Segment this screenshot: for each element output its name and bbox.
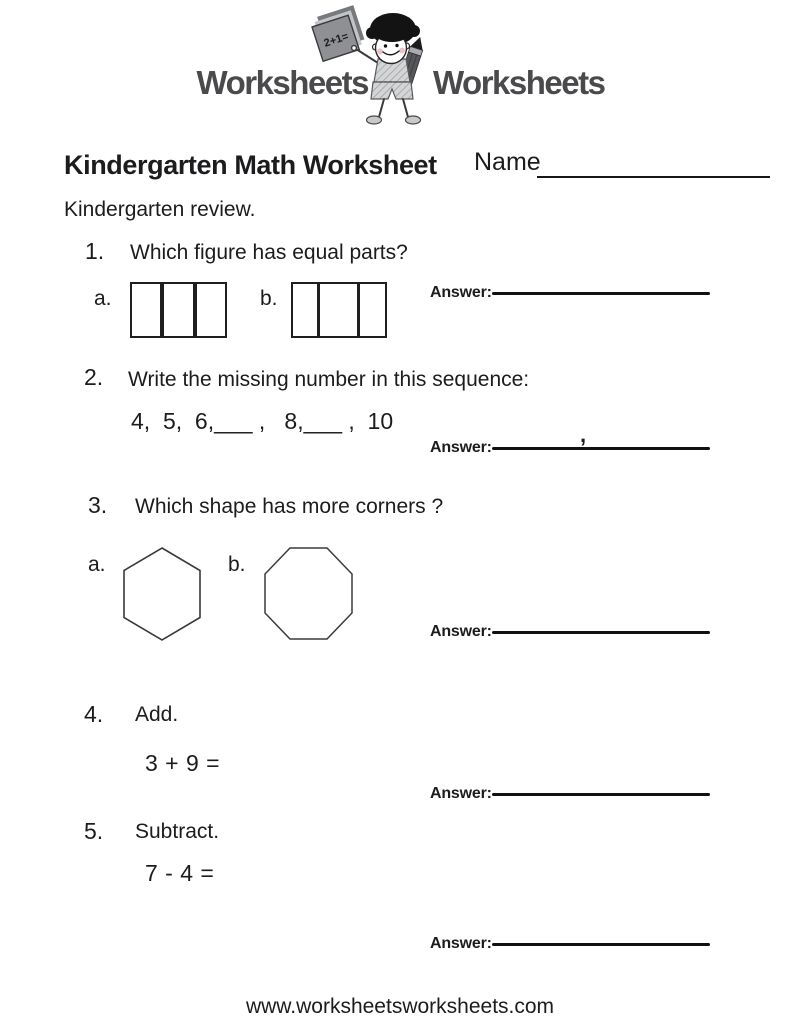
question-3-answer-line bbox=[492, 631, 710, 634]
name-label: Name bbox=[474, 148, 541, 176]
question-5-number: 5. bbox=[84, 818, 104, 844]
question-1-figure-b bbox=[291, 282, 387, 338]
question-1-text: Which figure has equal parts? bbox=[130, 241, 408, 264]
question-4-number: 4. bbox=[84, 701, 104, 727]
figure-cell bbox=[317, 284, 357, 336]
question-1-figure-a bbox=[130, 282, 227, 338]
octagon-shape bbox=[264, 547, 353, 640]
question-1-number: 1. bbox=[85, 238, 105, 264]
question-5-equation: 7 - 4 = bbox=[145, 860, 215, 886]
page-title: Kindergarten Math Worksheet bbox=[64, 150, 437, 180]
figure-cell bbox=[132, 284, 160, 336]
figure-cell bbox=[293, 284, 317, 336]
kid-mascot-graphic bbox=[310, 5, 455, 127]
figure-cell bbox=[357, 284, 385, 336]
question-3-option-b-label: b. bbox=[228, 553, 246, 576]
name-line bbox=[537, 176, 770, 178]
hexagon-shape bbox=[123, 547, 201, 641]
question-2-number: 2. bbox=[84, 364, 104, 390]
question-1-option-a-label: a. bbox=[94, 287, 112, 310]
question-4-equation: 3 + 9 = bbox=[145, 750, 221, 776]
question-1-answer-line bbox=[492, 292, 710, 295]
question-2-answer-line bbox=[492, 447, 710, 450]
subtitle: Kindergarten review. bbox=[64, 198, 256, 221]
question-4-answer-label: Answer: bbox=[430, 785, 492, 802]
question-2-answer-separator: , bbox=[580, 422, 587, 447]
logo-right-text: Worksheets bbox=[433, 64, 605, 101]
question-5-answer-label: Answer: bbox=[430, 935, 492, 952]
question-5-text: Subtract. bbox=[135, 820, 220, 843]
book-text: 2+1= bbox=[322, 30, 351, 50]
question-2-sequence: 4, 5, 6,___ , 8,___ , 10 bbox=[131, 408, 394, 434]
question-5-answer-line bbox=[492, 943, 710, 946]
footer-url: www.worksheetsworksheets.com bbox=[245, 995, 555, 1018]
question-4-text: Add. bbox=[135, 703, 179, 726]
question-1-answer-label: Answer: bbox=[430, 284, 492, 301]
question-1-option-b-label: b. bbox=[260, 287, 278, 310]
question-3-option-a-label: a. bbox=[88, 553, 106, 576]
question-3-text: Which shape has more corners ? bbox=[135, 495, 444, 518]
logo-left-text: Worksheets bbox=[196, 64, 368, 101]
question-4-answer-line bbox=[492, 793, 710, 796]
book-icon bbox=[310, 5, 367, 61]
left-hand bbox=[352, 46, 357, 51]
figure-cell bbox=[160, 284, 192, 336]
question-2-text: Write the missing number in this sequence: bbox=[128, 368, 530, 391]
question-2-answer-label: Answer: bbox=[430, 439, 492, 456]
question-3-answer-label: Answer: bbox=[430, 623, 492, 640]
question-3-number: 3. bbox=[88, 492, 108, 518]
figure-cell bbox=[193, 284, 225, 336]
